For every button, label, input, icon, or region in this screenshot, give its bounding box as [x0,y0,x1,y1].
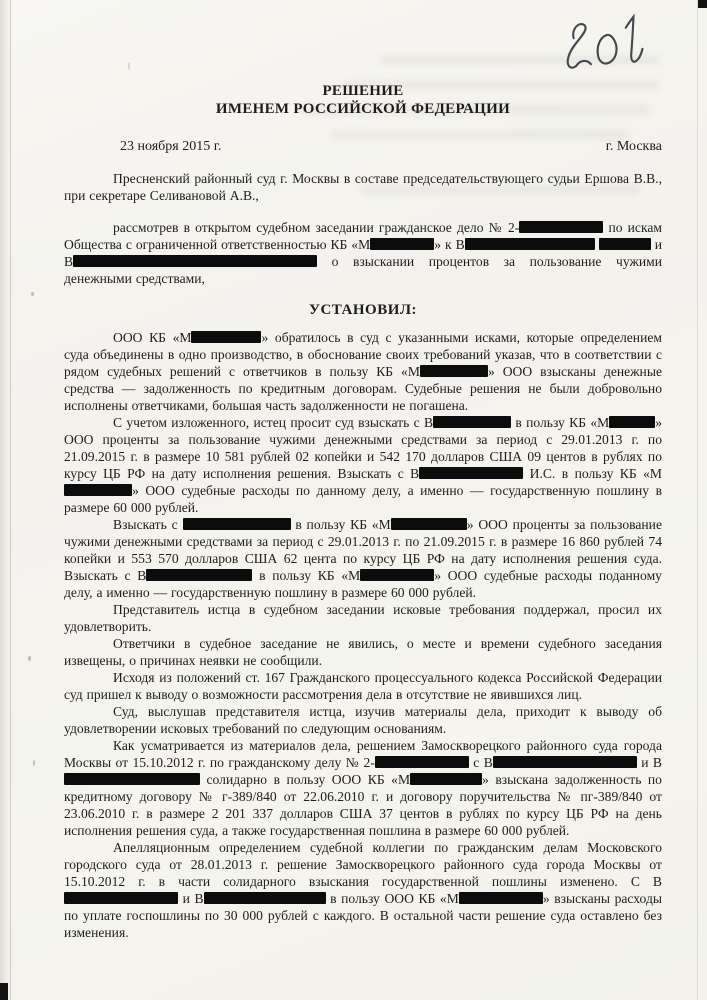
paragraph [64,329,662,414]
text-run: » ООО проценты за пользование чужими денежными средствами за период с 29.01.2013 г. по 21.09.2015 г. в размере 10 581 рублей 02 копейки и 542 170 долларов США 09 центов в рублях по курсу ЦБ РФ на дату исполнения решения. Взыскать с В [64,415,662,481]
paragraph [64,170,662,204]
redaction-bar [146,569,252,581]
page-edge-shadow [0,0,10,1000]
handwritten-201-drawing [556,8,659,85]
redaction-bar [64,484,132,496]
document-title [64,82,662,118]
redaction-bar [599,238,651,250]
redaction-bar [370,238,434,250]
text-run: Суд, выслушав представителя истца, изучив материалы дела, приходит к выводу об удовлетворении исковых требований по следующим основаниям. [64,704,662,736]
ink-speck [128,62,130,70]
paragraph [64,414,662,516]
text-run: по искам Общества с ограниченной ответственностью КБ «М [64,220,662,252]
text-run: Взыскать с [113,517,183,532]
redaction-bar [433,416,511,428]
redaction-bar [360,569,434,581]
intro-paragraphs [64,170,662,287]
redaction-bar [465,238,595,250]
redaction-bar [73,255,317,267]
redaction-bar [191,331,261,343]
scan-artifact-top-right [698,0,707,8]
text-run: С учетом изложенного, истец просит суд взыскать с В [113,415,434,430]
ink-speck [33,760,35,766]
scan-artifact-bottom-left [0,983,8,1000]
paragraph [64,737,662,839]
paragraph [64,669,662,703]
text-run: солидарно в пользу ООО КБ «М [200,772,411,787]
redaction-bar [420,365,488,377]
text-run: в пользу КБ «М [252,568,361,583]
text-run: Апелляционным определением судебной коллегии по гражданским делам Московского городского суда от 28.01.2013 г. решение Замоскворецкого районного суда города Москвы от 15.10.2012 г. в части солидарного взыскания государственной пошлины изменено. С В [64,840,662,889]
redaction-bar [493,756,637,768]
redaction-bar [375,756,469,768]
text-run: с В [468,755,493,770]
body-paragraphs [64,329,662,941]
paragraph [64,516,662,601]
redaction-bar [64,892,178,904]
redaction-bar [459,892,543,904]
redaction-bar [64,773,200,785]
document-body [64,82,662,941]
ink-speck [31,292,34,296]
dateline [64,138,662,155]
redaction-bar [609,416,655,428]
text-run: и В [178,891,204,906]
title-line-1: РЕШЕНИЕ [322,83,404,99]
paragraph [64,703,662,737]
handwritten-page-number [556,8,659,85]
redaction-bar [410,773,482,785]
text-run: в пользу КБ «М [290,517,391,532]
redaction-bar [204,892,326,904]
text-run: » обратилось в суд с указанными исками, которые определением суда объединены в одно производство, в обоснование своих требований указав, что в соответствии с рядом судебных решений с ответчиков в пользу КБ «М [64,330,662,379]
scan-edge-line [697,0,698,1000]
redaction-bar [419,467,523,479]
document-city: г. Москва [605,139,662,154]
page-fold-line [10,0,11,1000]
ink-speck [28,656,31,661]
text-run: Исходя из положений ст. 167 Гражданского процессуального кодекса Российской Федерации суд пришел к выводу о возможности рассмотрения дела в отсутствие не явившихся лиц. [64,670,662,702]
text-run: И.С. в пользу КБ «М [523,466,662,481]
text-run: » взыскана задолженность по кредитному договору № г-389/840 от 22.06.2010 г. и договору поручительства № пг-389/840 от 23.06.2010 г. в размере 2 201 337 долларов США 37 центов в рублях по курсу ЦБ РФ на день исполнения решения суда, а также государственная пошлина в размере 60 000 рублей. [64,772,662,838]
redaction-bar [183,518,291,530]
redaction-bar [391,518,467,530]
text-run: рассмотрев в открытом судебном заседании гражданское дело № 2- [113,220,520,235]
text-run: » ООО проценты за пользование чужими денежными средствами за период с 29.01.2013 г. по 21.09.2015 г. в размере 16 860 рублей 74 копейки и 553 570 долларов США 62 цента по курсу ЦБ РФ на дату исполнения решения суда. Взыскать с В [64,517,662,583]
text-run: Представитель истца в судебном заседании исковые требования поддержал, просил их удовлетворить. [64,602,662,634]
text-run: Как усматривается из материалов дела, решением Замоскворецкого районного суда города Москвы от 15.10.2012 г. по гражданскому делу № 2- [64,738,662,770]
text-run: в пользу КБ «М [511,415,610,430]
paragraph [64,219,662,287]
paragraph [64,601,662,635]
text-run: » взысканы расходы по уплате госпошлины по 30 000 рублей с каждого. В остальной части решение суда оставлено без изменения. [64,891,663,940]
text-run: » ООО судебные расходы поданному делу, а именно — государственную пошлину в размере 60 000 рублей. [64,568,662,600]
paragraph [64,839,662,941]
text-run: и В [64,237,662,269]
text-run: о взыскании процентов за пользование чужими денежными средствами, [64,254,662,286]
title-line-2: ИМЕНЕМ РОССИЙСКОЙ ФЕДЕРАЦИИ [215,101,511,117]
text-run: и В [636,755,663,770]
text-run: » ООО судебные расходы по данному делу, а именно — государственную пошлину в размере 60 000 рублей. [64,483,662,515]
heading-ustanovil: УСТАНОВИЛ: [308,302,418,318]
text-run: ООО КБ «М [113,330,192,345]
text-run: Ответчики в судебное заседание не явились, о месте и времени судебного заседания извещены, о причинах неявки не сообщили. [64,636,662,668]
text-run: в пользу ООО КБ «М [325,891,459,906]
text-run: » ООО взысканы денежные средства — задолженность по кредитным договорам. Судебные решения не были добровольно исполнены ответчиками, большая часть задолженности не погашена. [64,364,662,413]
redaction-bar [519,221,603,233]
paragraph [64,635,662,669]
text-run: Пресненский районный суд г. Москвы в составе председательствующего судьи Ершова В.В., при секретаре Селивановой А.В., [64,171,662,203]
text-run: » к В [434,237,465,252]
document-date: 23 ноября 2015 г. [120,139,222,154]
